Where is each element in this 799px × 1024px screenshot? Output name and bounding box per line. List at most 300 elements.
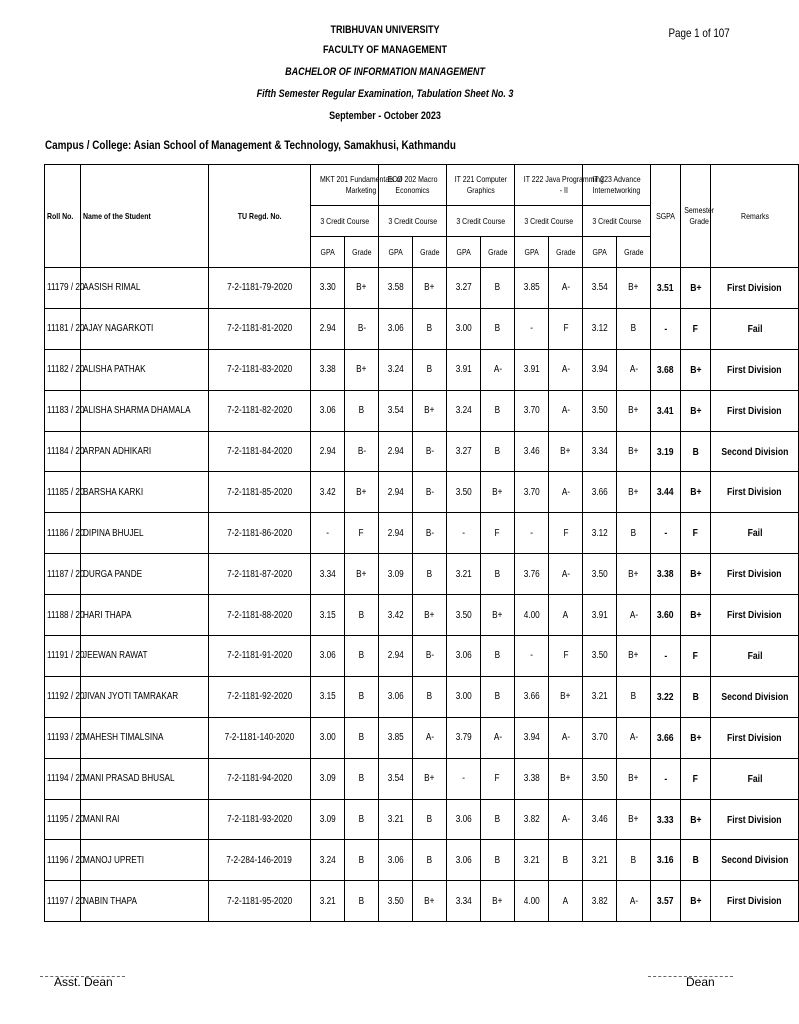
- roll-cell: 11193 / 20: [45, 717, 81, 758]
- semester-grade-header: Semester Grade: [681, 165, 711, 268]
- page-number: Page 1 of 107: [668, 26, 730, 40]
- mkt201-grade: B+: [345, 349, 379, 390]
- it223-grade: B+: [617, 268, 651, 309]
- roll-header: Roll No.: [45, 165, 81, 268]
- it221-gpa: -: [447, 758, 481, 799]
- table-row: [45, 758, 799, 799]
- it222-gpa: 3.38: [515, 758, 549, 799]
- it223-grade: B+: [617, 636, 651, 677]
- it221-grade: B: [481, 308, 515, 349]
- remarks-cell: First Division: [711, 554, 799, 595]
- it222-grade: B+: [549, 676, 583, 717]
- mkt201-gpa: 3.15: [311, 595, 345, 636]
- remarks-header: Remarks: [711, 165, 799, 268]
- program-title: BACHELOR OF INFORMATION MANAGEMENT: [285, 66, 485, 78]
- table-row: [45, 472, 799, 513]
- semester-grade-cell: B+: [681, 595, 711, 636]
- it221-gpa: 3.21: [447, 554, 481, 595]
- eco202-gpa: 3.50: [379, 881, 413, 922]
- eco202-grade: B-: [413, 513, 447, 554]
- table-row: [45, 349, 799, 390]
- regd-cell: 7-2-1181-83-2020: [209, 349, 311, 390]
- it221-grade: B: [481, 554, 515, 595]
- semester-grade-cell: B+: [681, 554, 711, 595]
- remarks-cell: Second Division: [711, 431, 799, 472]
- sgpa-cell: 3.51: [651, 268, 681, 309]
- table-row: [45, 431, 799, 472]
- mkt201-gpa: 3.06: [311, 636, 345, 677]
- it222-gpa: 3.76: [515, 554, 549, 595]
- mkt201-grade: B-: [345, 308, 379, 349]
- mkt201-gpa: 3.21: [311, 881, 345, 922]
- regd-cell: 7-2-1181-85-2020: [209, 472, 311, 513]
- name-cell: AASISH RIMAL: [81, 268, 209, 309]
- table-row: [45, 799, 799, 840]
- mkt201-gpa: 3.15: [311, 676, 345, 717]
- semester-grade-cell: B: [681, 676, 711, 717]
- eco202-grade: B+: [413, 881, 447, 922]
- mkt201-gpa: 3.09: [311, 758, 345, 799]
- subject-header: IT 222 Java Programming - II: [515, 165, 583, 206]
- table-row: [45, 840, 799, 881]
- it223-grade: A-: [617, 881, 651, 922]
- eco202-gpa: 3.21: [379, 799, 413, 840]
- regd-cell: 7-2-1181-84-2020: [209, 431, 311, 472]
- it222-gpa: 3.46: [515, 431, 549, 472]
- roll-cell: 11183 / 20: [45, 390, 81, 431]
- it223-grade: B+: [617, 758, 651, 799]
- table-row: [45, 390, 799, 431]
- it221-grade: F: [481, 758, 515, 799]
- name-cell: BARSHA KARKI: [81, 472, 209, 513]
- name-cell: JIVAN JYOTI TAMRAKAR: [81, 676, 209, 717]
- it222-grade: F: [549, 308, 583, 349]
- name-cell: MANI PRASAD BHUSAL: [81, 758, 209, 799]
- roll-cell: 11179 / 20: [45, 268, 81, 309]
- it223-gpa: 3.82: [583, 881, 617, 922]
- semester-grade-cell: B+: [681, 717, 711, 758]
- regd-cell: 7-2-1181-95-2020: [209, 881, 311, 922]
- semester-grade-cell: B: [681, 431, 711, 472]
- it221-gpa: 3.50: [447, 595, 481, 636]
- it221-grade: A-: [481, 717, 515, 758]
- regd-cell: 7-2-1181-87-2020: [209, 554, 311, 595]
- name-cell: DIPINA BHUJEL: [81, 513, 209, 554]
- mkt201-grade: B: [345, 840, 379, 881]
- it222-grade: F: [549, 513, 583, 554]
- it223-gpa: 3.94: [583, 349, 617, 390]
- it223-gpa: 3.21: [583, 676, 617, 717]
- table-row: [45, 595, 799, 636]
- regd-cell: 7-2-1181-91-2020: [209, 636, 311, 677]
- it223-grade: B+: [617, 799, 651, 840]
- eco202-gpa: 3.42: [379, 595, 413, 636]
- sgpa-cell: -: [651, 513, 681, 554]
- sgpa-cell: 3.22: [651, 676, 681, 717]
- tabulation-table: [44, 164, 799, 922]
- it223-grade: B+: [617, 472, 651, 513]
- it222-gpa: -: [515, 308, 549, 349]
- it223-grade: B: [617, 308, 651, 349]
- regd-cell: 7-2-1181-94-2020: [209, 758, 311, 799]
- eco202-gpa: 3.58: [379, 268, 413, 309]
- mkt201-grade: B-: [345, 431, 379, 472]
- eco202-grade: B: [413, 554, 447, 595]
- it222-gpa: 4.00: [515, 881, 549, 922]
- mkt201-grade: B: [345, 390, 379, 431]
- it221-grade: F: [481, 513, 515, 554]
- student-rows: [45, 268, 799, 922]
- it223-gpa: 3.46: [583, 799, 617, 840]
- it222-grade: B+: [549, 431, 583, 472]
- it223-gpa: 3.70: [583, 717, 617, 758]
- eco202-grade: B: [413, 308, 447, 349]
- it221-grade: B: [481, 636, 515, 677]
- exam-title: Fifth Semester Regular Examination, Tabulation Sheet No. 3: [256, 88, 514, 100]
- it223-gpa: 3.91: [583, 595, 617, 636]
- name-cell: HARI THAPA: [81, 595, 209, 636]
- remarks-cell: First Division: [711, 472, 799, 513]
- sgpa-cell: -: [651, 758, 681, 799]
- it222-grade: A-: [549, 554, 583, 595]
- it222-grade: A-: [549, 349, 583, 390]
- remarks-cell: Second Division: [711, 840, 799, 881]
- mkt201-gpa: 2.94: [311, 431, 345, 472]
- roll-cell: 11184 / 20: [45, 431, 81, 472]
- roll-cell: 11182 / 20: [45, 349, 81, 390]
- it221-gpa: 3.06: [447, 636, 481, 677]
- eco202-gpa: 2.94: [379, 636, 413, 677]
- gpa-label: GPA: [447, 237, 481, 268]
- it221-grade: A-: [481, 349, 515, 390]
- semester-grade-cell: F: [681, 636, 711, 677]
- grade-label: Grade: [549, 237, 583, 268]
- remarks-cell: First Division: [711, 717, 799, 758]
- it222-gpa: 3.70: [515, 390, 549, 431]
- regd-cell: 7-2-1181-140-2020: [209, 717, 311, 758]
- eco202-gpa: 3.06: [379, 840, 413, 881]
- asst-dean-label: Asst. Dean: [54, 975, 113, 989]
- it221-gpa: 3.00: [447, 308, 481, 349]
- semester-grade-cell: B+: [681, 881, 711, 922]
- roll-cell: 11196 / 20: [45, 840, 81, 881]
- it222-grade: A-: [549, 268, 583, 309]
- session-title: September - October 2023: [329, 110, 441, 122]
- eco202-gpa: 3.54: [379, 390, 413, 431]
- mkt201-gpa: 3.09: [311, 799, 345, 840]
- it222-gpa: 3.70: [515, 472, 549, 513]
- remarks-cell: Second Division: [711, 676, 799, 717]
- it223-grade: A-: [617, 595, 651, 636]
- semester-grade-cell: B+: [681, 268, 711, 309]
- eco202-grade: B-: [413, 636, 447, 677]
- eco202-grade: B-: [413, 472, 447, 513]
- sgpa-cell: 3.60: [651, 595, 681, 636]
- table-row: [45, 513, 799, 554]
- semester-grade-cell: F: [681, 758, 711, 799]
- it222-gpa: 3.21: [515, 840, 549, 881]
- it222-gpa: 3.91: [515, 349, 549, 390]
- it221-grade: B: [481, 840, 515, 881]
- it221-gpa: 3.34: [447, 881, 481, 922]
- gpa-label: GPA: [379, 237, 413, 268]
- regd-cell: 7-2-1181-92-2020: [209, 676, 311, 717]
- sgpa-cell: 3.66: [651, 717, 681, 758]
- roll-cell: 11188 / 20: [45, 595, 81, 636]
- roll-cell: 11181 / 20: [45, 308, 81, 349]
- eco202-gpa: 3.06: [379, 308, 413, 349]
- mkt201-grade: B: [345, 595, 379, 636]
- grade-label: Grade: [413, 237, 447, 268]
- it223-grade: A-: [617, 349, 651, 390]
- it223-gpa: 3.50: [583, 758, 617, 799]
- name-cell: NABIN THAPA: [81, 881, 209, 922]
- subject-header: ECO 202 Macro Economics: [379, 165, 447, 206]
- it221-gpa: -: [447, 513, 481, 554]
- gpa-label: GPA: [311, 237, 345, 268]
- it222-gpa: 3.94: [515, 717, 549, 758]
- remarks-cell: First Division: [711, 881, 799, 922]
- it221-grade: B+: [481, 881, 515, 922]
- roll-cell: 11192 / 20: [45, 676, 81, 717]
- name-header: Name of the Student: [81, 165, 209, 268]
- university-title: TRIBHUVAN UNIVERSITY: [330, 24, 440, 36]
- credit-label: 3 Credit Course: [379, 206, 447, 237]
- it222-gpa: -: [515, 636, 549, 677]
- it221-gpa: 3.00: [447, 676, 481, 717]
- name-cell: MANI RAI: [81, 799, 209, 840]
- gpa-label: GPA: [583, 237, 617, 268]
- roll-cell: 11195 / 20: [45, 799, 81, 840]
- it221-gpa: 3.27: [447, 268, 481, 309]
- eco202-grade: B-: [413, 431, 447, 472]
- table-row: [45, 717, 799, 758]
- it222-grade: A-: [549, 799, 583, 840]
- it222-gpa: 3.85: [515, 268, 549, 309]
- eco202-gpa: 3.09: [379, 554, 413, 595]
- mkt201-gpa: 3.38: [311, 349, 345, 390]
- grade-label: Grade: [345, 237, 379, 268]
- semester-grade-cell: B+: [681, 472, 711, 513]
- sgpa-cell: 3.33: [651, 799, 681, 840]
- sgpa-cell: 3.38: [651, 554, 681, 595]
- mkt201-gpa: 3.00: [311, 717, 345, 758]
- grade-label: Grade: [481, 237, 515, 268]
- table-row: [45, 676, 799, 717]
- eco202-grade: A-: [413, 717, 447, 758]
- name-cell: JEEWAN RAWAT: [81, 636, 209, 677]
- regd-cell: 7-2-1181-82-2020: [209, 390, 311, 431]
- it223-gpa: 3.21: [583, 840, 617, 881]
- eco202-gpa: 2.94: [379, 472, 413, 513]
- sgpa-cell: -: [651, 308, 681, 349]
- mkt201-grade: B+: [345, 472, 379, 513]
- remarks-cell: Fail: [711, 758, 799, 799]
- dean-label: Dean: [686, 975, 715, 989]
- it222-grade: F: [549, 636, 583, 677]
- roll-cell: 11197 / 20: [45, 881, 81, 922]
- it221-gpa: 3.79: [447, 717, 481, 758]
- mkt201-gpa: 3.42: [311, 472, 345, 513]
- credit-label: 3 Credit Course: [311, 206, 379, 237]
- it223-gpa: 3.50: [583, 554, 617, 595]
- remarks-cell: Fail: [711, 636, 799, 677]
- it223-grade: B: [617, 676, 651, 717]
- name-cell: ALISHA SHARMA DHAMALA: [81, 390, 209, 431]
- roll-cell: 11187 / 20: [45, 554, 81, 595]
- it223-gpa: 3.66: [583, 472, 617, 513]
- it222-grade: A-: [549, 717, 583, 758]
- name-cell: DURGA PANDE: [81, 554, 209, 595]
- it221-grade: B: [481, 390, 515, 431]
- it221-grade: B: [481, 268, 515, 309]
- table-row: [45, 268, 799, 309]
- it222-grade: A: [549, 881, 583, 922]
- roll-cell: 11185 / 20: [45, 472, 81, 513]
- eco202-grade: B+: [413, 390, 447, 431]
- it221-grade: B: [481, 431, 515, 472]
- it223-gpa: 3.54: [583, 268, 617, 309]
- it223-gpa: 3.12: [583, 308, 617, 349]
- it222-grade: B+: [549, 758, 583, 799]
- it223-grade: B+: [617, 390, 651, 431]
- mkt201-gpa: 2.94: [311, 308, 345, 349]
- sgpa-cell: 3.19: [651, 431, 681, 472]
- name-cell: AJAY NAGARKOTI: [81, 308, 209, 349]
- it221-gpa: 3.27: [447, 431, 481, 472]
- regd-cell: 7-2-1181-88-2020: [209, 595, 311, 636]
- remarks-cell: First Division: [711, 390, 799, 431]
- remarks-cell: First Division: [711, 349, 799, 390]
- it223-grade: B: [617, 840, 651, 881]
- it223-gpa: 3.50: [583, 390, 617, 431]
- it223-grade: B: [617, 513, 651, 554]
- roll-cell: 11186 / 20: [45, 513, 81, 554]
- it222-grade: B: [549, 840, 583, 881]
- it223-gpa: 3.34: [583, 431, 617, 472]
- sgpa-cell: 3.68: [651, 349, 681, 390]
- it221-gpa: 3.50: [447, 472, 481, 513]
- regd-cell: 7-2-1181-81-2020: [209, 308, 311, 349]
- mkt201-gpa: 3.34: [311, 554, 345, 595]
- sgpa-cell: 3.16: [651, 840, 681, 881]
- credit-label: 3 Credit Course: [515, 206, 583, 237]
- subject-header: IT 221 Computer Graphics: [447, 165, 515, 206]
- eco202-grade: B+: [413, 268, 447, 309]
- grade-label: Grade: [617, 237, 651, 268]
- it223-gpa: 3.50: [583, 636, 617, 677]
- regd-header: TU Regd. No.: [209, 165, 311, 268]
- sgpa-cell: -: [651, 636, 681, 677]
- it221-gpa: 3.06: [447, 799, 481, 840]
- remarks-cell: Fail: [711, 308, 799, 349]
- eco202-gpa: 3.54: [379, 758, 413, 799]
- it223-grade: A-: [617, 717, 651, 758]
- it222-gpa: 3.82: [515, 799, 549, 840]
- it222-gpa: -: [515, 513, 549, 554]
- name-cell: MAHESH TIMALSINA: [81, 717, 209, 758]
- name-cell: ALISHA PATHAK: [81, 349, 209, 390]
- roll-cell: 11194 / 20: [45, 758, 81, 799]
- table-row: [45, 881, 799, 922]
- it223-gpa: 3.12: [583, 513, 617, 554]
- it221-grade: B: [481, 676, 515, 717]
- it221-grade: B: [481, 799, 515, 840]
- mkt201-gpa: -: [311, 513, 345, 554]
- semester-grade-cell: B+: [681, 390, 711, 431]
- table-row: [45, 554, 799, 595]
- it223-grade: B+: [617, 554, 651, 595]
- sgpa-header: SGPA: [651, 165, 681, 268]
- faculty-title: FACULTY OF MANAGEMENT: [323, 44, 447, 56]
- mkt201-grade: B: [345, 881, 379, 922]
- semester-grade-cell: B+: [681, 799, 711, 840]
- semester-grade-cell: F: [681, 513, 711, 554]
- subject-header: MKT 201 Fundamentals of Marketing: [311, 165, 379, 206]
- sgpa-cell: 3.57: [651, 881, 681, 922]
- gpa-label: GPA: [515, 237, 549, 268]
- it222-grade: A-: [549, 472, 583, 513]
- eco202-gpa: 2.94: [379, 431, 413, 472]
- eco202-grade: B+: [413, 758, 447, 799]
- mkt201-grade: B+: [345, 268, 379, 309]
- eco202-gpa: 3.06: [379, 676, 413, 717]
- it221-grade: B+: [481, 595, 515, 636]
- mkt201-grade: B: [345, 799, 379, 840]
- mkt201-grade: B+: [345, 554, 379, 595]
- name-cell: MANOJ UPRETI: [81, 840, 209, 881]
- it221-gpa: 3.91: [447, 349, 481, 390]
- table-row: [45, 636, 799, 677]
- remarks-cell: First Division: [711, 799, 799, 840]
- eco202-grade: B: [413, 840, 447, 881]
- it222-gpa: 4.00: [515, 595, 549, 636]
- it221-gpa: 3.06: [447, 840, 481, 881]
- it223-grade: B+: [617, 431, 651, 472]
- semester-grade-cell: F: [681, 308, 711, 349]
- mkt201-grade: B: [345, 676, 379, 717]
- eco202-gpa: 2.94: [379, 513, 413, 554]
- regd-cell: 7-2-1181-79-2020: [209, 268, 311, 309]
- eco202-grade: B: [413, 349, 447, 390]
- roll-cell: 11191 / 20: [45, 636, 81, 677]
- remarks-cell: First Division: [711, 595, 799, 636]
- eco202-grade: B+: [413, 595, 447, 636]
- eco202-grade: B: [413, 799, 447, 840]
- semester-grade-cell: B+: [681, 349, 711, 390]
- sgpa-cell: 3.41: [651, 390, 681, 431]
- remarks-cell: First Division: [711, 268, 799, 309]
- table-row: [45, 308, 799, 349]
- regd-cell: 7-2-1181-93-2020: [209, 799, 311, 840]
- eco202-gpa: 3.24: [379, 349, 413, 390]
- mkt201-gpa: 3.06: [311, 390, 345, 431]
- name-cell: ARPAN ADHIKARI: [81, 431, 209, 472]
- mkt201-grade: B: [345, 758, 379, 799]
- it222-gpa: 3.66: [515, 676, 549, 717]
- mkt201-grade: B: [345, 636, 379, 677]
- mkt201-grade: B: [345, 717, 379, 758]
- it221-grade: B+: [481, 472, 515, 513]
- campus-line: Campus / College: Asian School of Management & Technology, Samakhusi, Kathmandu: [45, 140, 456, 152]
- semester-grade-cell: B: [681, 840, 711, 881]
- regd-cell: 7-2-1181-86-2020: [209, 513, 311, 554]
- remarks-cell: Fail: [711, 513, 799, 554]
- credit-label: 3 Credit Course: [583, 206, 651, 237]
- it222-grade: A: [549, 595, 583, 636]
- eco202-grade: B: [413, 676, 447, 717]
- regd-cell: 7-2-284-146-2019: [209, 840, 311, 881]
